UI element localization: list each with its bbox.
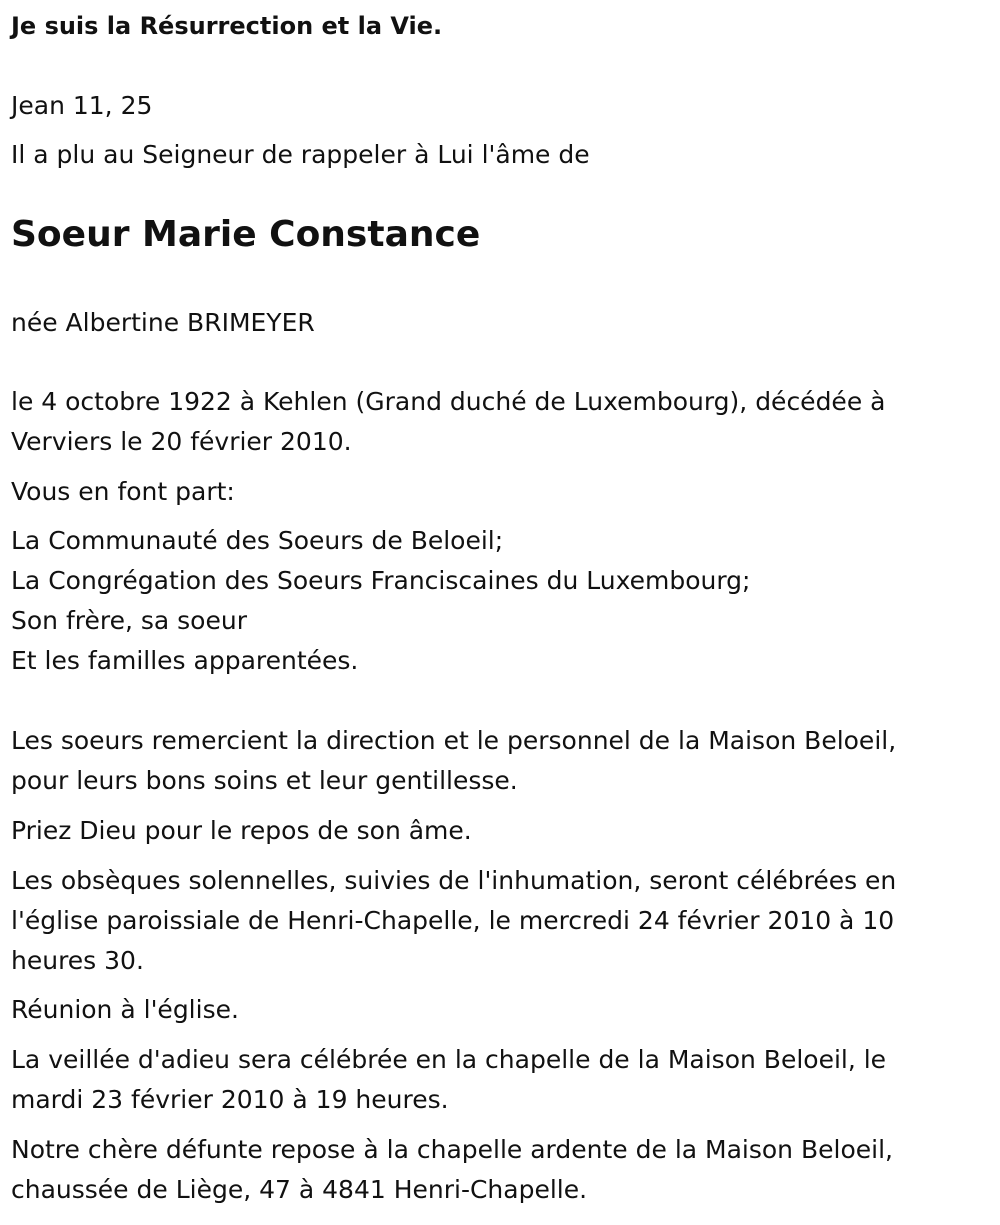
scripture-quote: Je suis la Résurrection et la Vie. bbox=[11, 12, 443, 40]
rest-line: chaussée de Liège, 47 à 4841 Henri-Chapelle. bbox=[11, 1175, 588, 1204]
funeral-line: heures 30. bbox=[11, 946, 144, 975]
family-line: La Communauté des Soeurs de Beloeil; bbox=[11, 526, 504, 555]
intro-text: Il a plu au Seigneur de rappeler à Lui l'âme de bbox=[11, 140, 590, 169]
thanks-line: pour leurs bons soins et leur gentillesse. bbox=[11, 766, 518, 795]
birth-death-line: Verviers le 20 février 2010. bbox=[11, 427, 352, 456]
thanks-line: Les soeurs remercient la direction et le personnel de la Maison Beloeil, bbox=[11, 726, 897, 755]
prayer-text: Priez Dieu pour le repos de son âme. bbox=[11, 816, 472, 845]
family-line: La Congrégation des Soeurs Franciscaines du Luxembourg; bbox=[11, 566, 751, 595]
meeting-text: Réunion à l'église. bbox=[11, 995, 239, 1024]
vigil-line: La veillée d'adieu sera célébrée en la chapelle de la Maison Beloeil, le bbox=[11, 1045, 887, 1074]
funeral-line: Les obsèques solennelles, suivies de l'inhumation, seront célébrées en bbox=[11, 866, 897, 895]
announce-text: Vous en font part: bbox=[11, 477, 235, 506]
rest-line: Notre chère défunte repose à la chapelle ardente de la Maison Beloeil, bbox=[11, 1135, 893, 1164]
scripture-reference: Jean 11, 25 bbox=[11, 91, 153, 120]
family-line: Et les familles apparentées. bbox=[11, 646, 359, 675]
vigil-line: mardi 23 février 2010 à 19 heures. bbox=[11, 1085, 449, 1114]
birth-name: née Albertine BRIMEYER bbox=[11, 308, 315, 337]
family-line: Son frère, sa soeur bbox=[11, 606, 247, 635]
deceased-name: Soeur Marie Constance bbox=[11, 214, 481, 255]
birth-death-line: le 4 octobre 1922 à Kehlen (Grand duché de Luxembourg), décédée à bbox=[11, 387, 886, 416]
funeral-line: l'église paroissiale de Henri-Chapelle, le mercredi 24 février 2010 à 10 bbox=[11, 906, 895, 935]
